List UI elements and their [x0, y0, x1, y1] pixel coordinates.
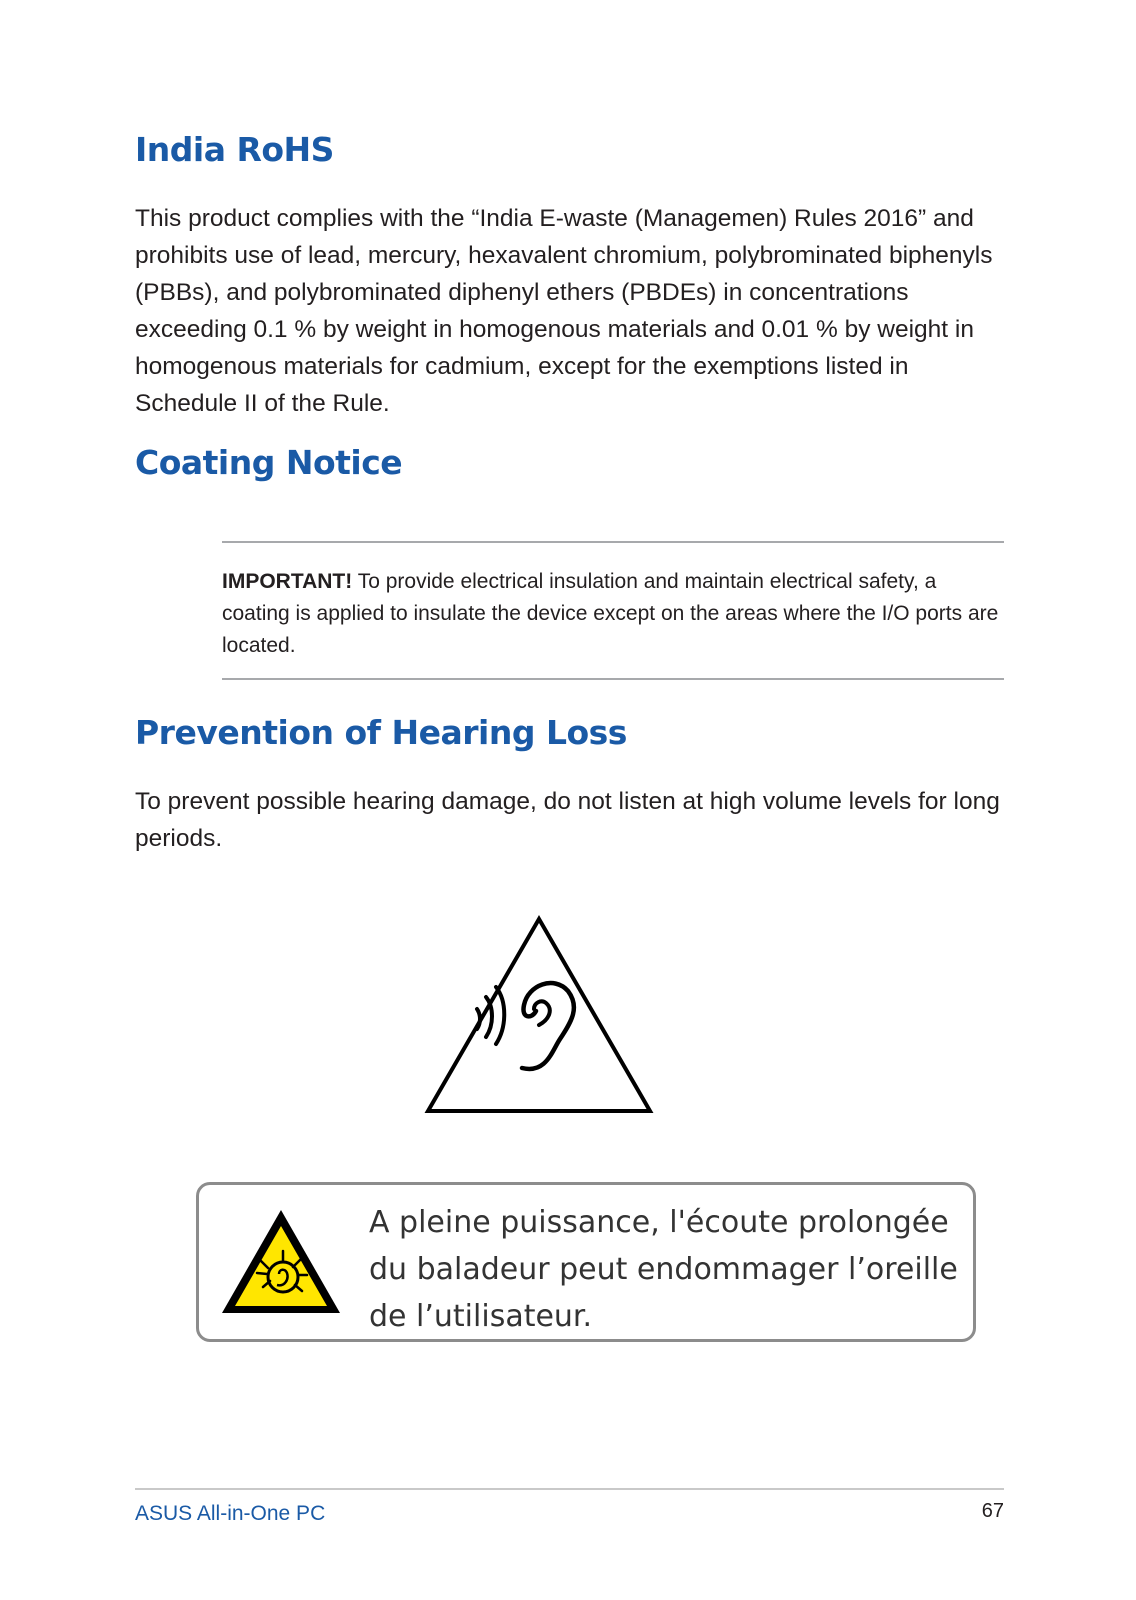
footer-divider: [135, 1488, 1004, 1490]
india-rohs-body: This product complies with the “India E-waste (Managemen) Rules 2016” and prohibits use of lead, mercury, hexavalent chromium, polybrominated biphenyls (PBBs), and polybrominated diphenyl ethers (PBDEs) in concentrations exceeding 0.1 % by weight in homogenous materials and 0.01 % by weight in homogenous materials for cadmium, except for the exemptions listed in Schedule II of the Rule.: [135, 205, 993, 417]
india-rohs-heading: India RoHS: [135, 130, 334, 169]
important-label: IMPORTANT!: [222, 570, 353, 593]
ear-warning-triangle-icon: [424, 915, 654, 1115]
french-warning-box: [196, 1182, 976, 1342]
coating-notice-heading: Coating Notice: [135, 443, 403, 482]
page-number: 67: [981, 1500, 1004, 1522]
hearing-loss-heading: Prevention of Hearing Loss: [135, 713, 627, 752]
footer-product-name: ASUS All-in-One PC: [135, 1502, 326, 1525]
important-note: [222, 566, 1004, 662]
important-text: To provide electrical insulation and maintain electrical safety, a coating is applied to insulate the device except on the areas where the I/O ports are located.: [222, 570, 999, 657]
french-warning-text: A pleine puissance, l'écoute prolongée du baladeur peut endommager l’oreille de l’utilisateur.: [369, 1205, 958, 1334]
hearing-loss-body: To prevent possible hearing damage, do not listen at high volume levels for long periods.: [135, 788, 1000, 852]
note-top-divider: [222, 541, 1004, 543]
yellow-hearing-warning-icon: [219, 1207, 343, 1317]
note-bottom-divider: [222, 678, 1004, 680]
